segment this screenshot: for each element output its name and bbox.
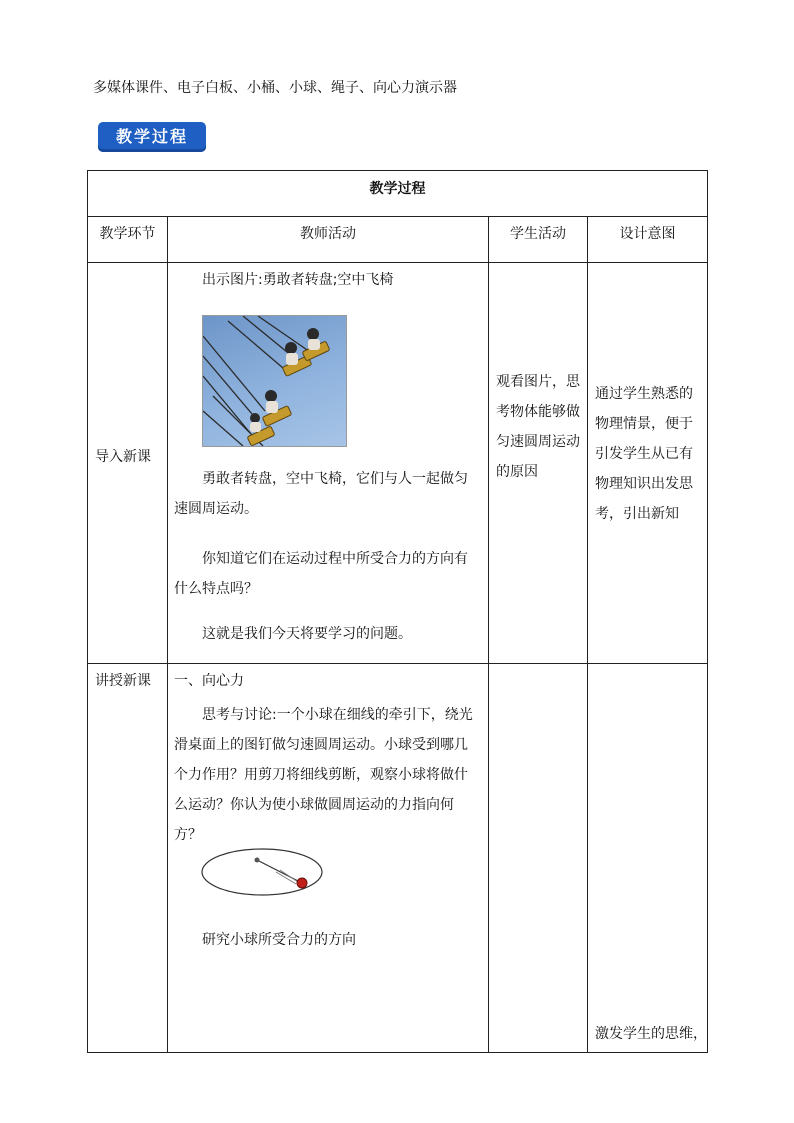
teacher-para-2: 你知道它们在运动过程中所受合力的方向有什么特点吗？: [174, 551, 468, 597]
header-teacher: 教师活动: [168, 217, 489, 263]
stage-cell: [88, 664, 168, 1053]
section-heading: 一、向心力: [174, 673, 244, 689]
header-student: 学生活动: [489, 217, 588, 263]
intent-cell: [588, 664, 708, 1053]
student-activity: 观看图片，思考物体能够做匀速圆周运动的原因: [496, 374, 580, 480]
intent-cell: [588, 263, 708, 664]
table-row: [88, 263, 708, 664]
lesson-table: [87, 170, 708, 1053]
design-intent: 通过学生熟悉的物理情景，便于引发学生从已有物理知识出发思考，引出新知: [595, 386, 693, 522]
circular-motion-svg: [200, 840, 330, 900]
stage-cell: [88, 263, 168, 664]
table-header-row: [88, 217, 708, 263]
teacher-cell: [168, 664, 489, 1053]
teacher-intro: 出示图片:勇敢者转盘;空中飞椅: [202, 272, 394, 288]
swing-ride-image: [203, 316, 346, 446]
teacher-cell: [168, 263, 489, 664]
header-stage: 教学环节: [88, 217, 168, 263]
teacher-para-1: 勇敢者转盘，空中飞椅，它们与人一起做匀速圆周运动。: [174, 471, 468, 517]
circular-motion-diagram: [200, 840, 330, 900]
diagram-caption: 研究小球所受合力的方向: [202, 932, 356, 948]
section-badge: 教学过程: [98, 122, 206, 152]
header-intent: 设计意图: [588, 217, 708, 263]
table-title: 教学过程: [88, 171, 708, 217]
design-intent: 激发学生的思维，: [595, 1026, 707, 1042]
ball-icon: [297, 878, 307, 888]
student-cell: [489, 664, 588, 1053]
stage-label: 讲授新课: [95, 673, 151, 689]
stage-label: 导入新课: [95, 449, 151, 465]
table-row: [88, 664, 708, 1053]
teacher-discussion: 思考与讨论:一个小球在细线的牵引下，绕光滑桌面上的图钉做匀速圆周运动。小球受到哪几个力作用？用剪刀将细线剪断，观察小球将做什么运动？你认为使小球做圆周运动的力指向何方？: [174, 707, 473, 843]
swing-ride-photo: [202, 315, 347, 447]
materials-line: 多媒体课件、电子白板、小桶、小球、绳子、向心力演示器: [93, 80, 457, 96]
student-cell: [489, 263, 588, 664]
pin-icon: [255, 858, 260, 863]
teacher-para-3: 这就是我们今天将要学习的问题。: [202, 626, 412, 642]
